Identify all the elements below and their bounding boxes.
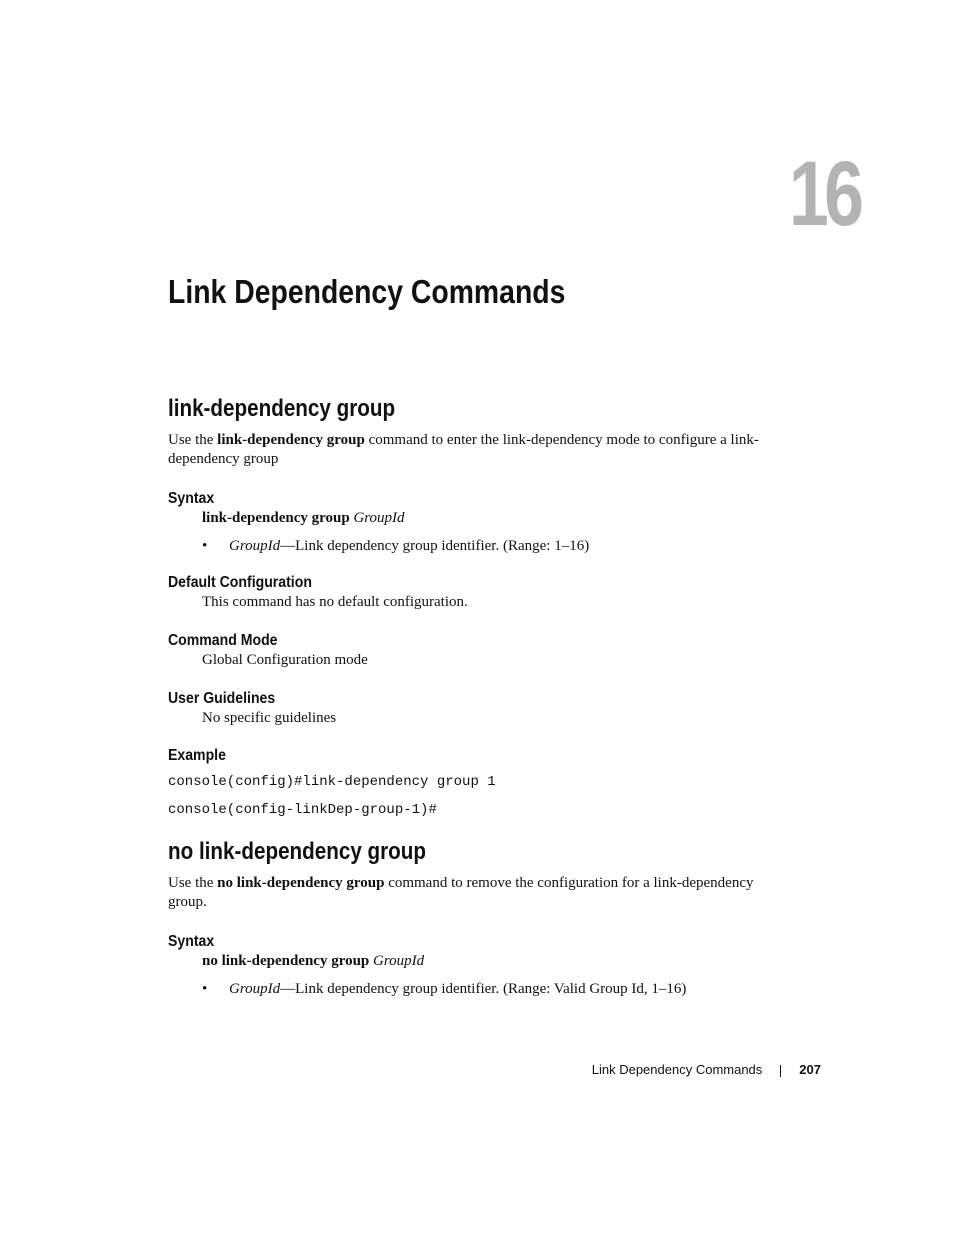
section-heading: link-dependency group xyxy=(168,395,396,422)
parameter-item: • GroupId—Link dependency group identifier. (Range: 1–16) xyxy=(202,538,590,554)
default-config-text: This command has no default configuration. xyxy=(202,594,468,610)
syntax-heading: Syntax xyxy=(168,933,215,950)
syntax-line: no link-dependency group GroupId xyxy=(202,953,425,969)
syntax-line: link-dependency group GroupId xyxy=(202,510,405,526)
chapter-title: Link Dependency Commands xyxy=(168,273,566,310)
section-intro: Use the link-dependency group command to enter the link-dependency mode to configure a link-dependency group xyxy=(168,432,759,467)
user-guidelines-heading: User Guidelines xyxy=(168,690,276,707)
syntax-heading: Syntax xyxy=(168,490,215,507)
code-line: console(config-linkDep-group-1)# xyxy=(168,802,437,818)
page-number: 207 xyxy=(799,1062,821,1077)
command-name: no link-dependency group xyxy=(217,875,385,891)
page-content xyxy=(168,393,788,999)
footer-divider xyxy=(780,1065,781,1077)
command-mode-heading: Command Mode xyxy=(168,632,278,649)
default-config-heading: Default Configuration xyxy=(168,574,312,591)
footer-title: Link Dependency Commands xyxy=(591,1062,763,1077)
section-heading: no link-dependency group xyxy=(168,838,427,865)
parameter-item: • GroupId—Link dependency group identifier. (Range: Valid Group Id, 1–16) xyxy=(202,981,687,997)
code-line: console(config)#link-dependency group 1 xyxy=(168,774,496,790)
command-mode-text: Global Configuration mode xyxy=(202,652,368,668)
command-name: link-dependency group xyxy=(217,432,365,448)
example-heading: Example xyxy=(168,747,226,764)
chapter-number: 16 xyxy=(788,143,859,245)
section-intro: Use the no link-dependency group command to remove the configuration for a link-dependency group. xyxy=(168,875,754,910)
page-footer xyxy=(592,1062,821,1077)
user-guidelines-text: No specific guidelines xyxy=(202,710,337,726)
